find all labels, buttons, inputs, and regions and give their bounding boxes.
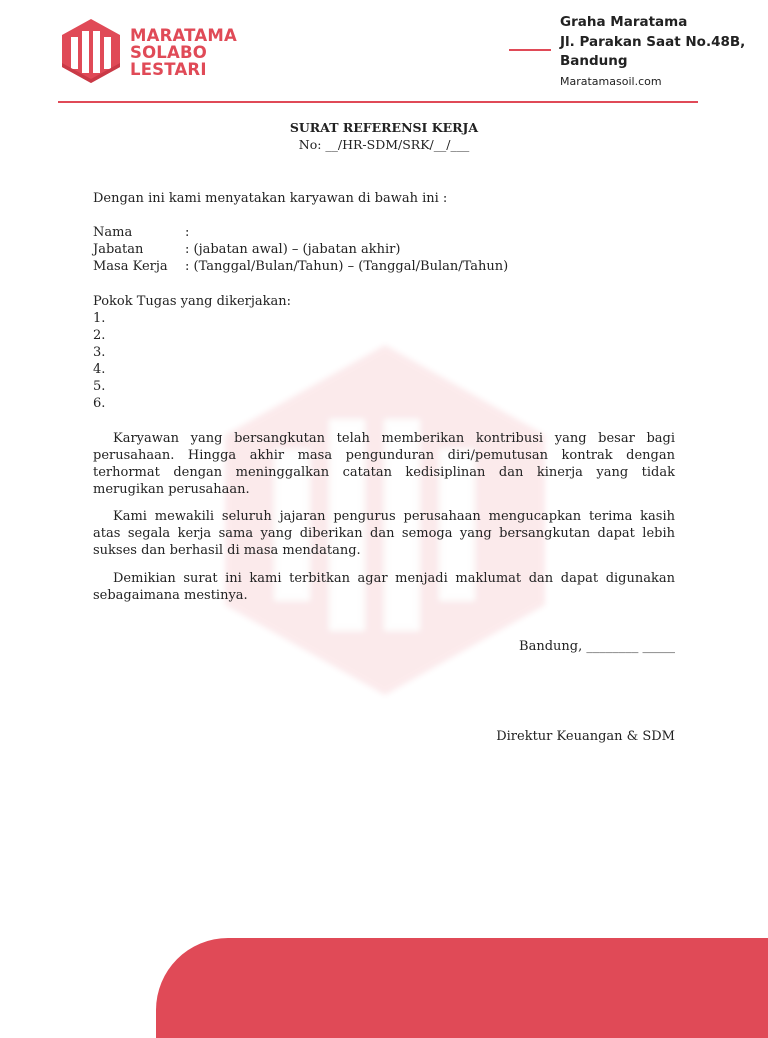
paragraph-contribution: Karyawan yang bersangkutan telah memberikan kontribusi yang besar bagi perusahaan. Hingga akhir masa pengunduran diri/pemutusan kontrak dengan terhormat dengan meninggalkan catatan kedisiplinan dan kinerja yang tidak merugikan perusahaan.: [93, 431, 675, 497]
list-item: 6.: [93, 396, 106, 411]
field-row-tenure: [93, 258, 675, 275]
field-value: : (Tanggal/Bulan/Tahun) – (Tanggal/Bulan/Tahun): [185, 259, 509, 274]
list-item: 4.: [93, 362, 106, 377]
list-item: 3.: [93, 345, 106, 360]
logo-line-3: LESTARI: [130, 60, 207, 79]
address-line-1: Graha Maratama: [560, 14, 688, 30]
logo-line-1: MARATAMA: [130, 26, 237, 45]
task-heading: Pokok Tugas yang dikerjakan:: [93, 294, 292, 309]
logo-line-2: SOLABO: [130, 43, 207, 62]
field-row-name: [93, 224, 675, 241]
field-value: :: [185, 225, 190, 240]
place-date: Bandung, ________ _____: [519, 639, 675, 654]
letter-number: No: __/HR-SDM/SRK/__/___: [298, 137, 470, 152]
task-list: [93, 293, 675, 412]
employee-fields: [93, 224, 675, 275]
company-address: [560, 13, 745, 90]
field-value: : (jabatan awal) – (jabatan akhir): [185, 242, 401, 257]
paragraph-thanks: Kami mewakili seluruh jajaran pengurus perusahaan mengucapkan terima kasih atas segala kerja sama yang diberikan dan semoga yang bersangkutan dapat lebih sukses dan berhasil di masa mendatang.: [93, 509, 675, 558]
field-label: Nama: [93, 225, 133, 240]
signer-title: Direktur Keuangan & SDM: [496, 729, 675, 744]
company-website: Maratamasoil.com: [560, 74, 662, 88]
list-item: 5.: [93, 379, 106, 394]
field-label: Jabatan: [93, 242, 144, 257]
paragraph-closing: Demikian surat ini kami terbitkan agar menjadi maklumat dan dapat digunakan sebagaimana mestinya.: [93, 571, 675, 603]
address-line-3: Bandung: [560, 53, 628, 69]
field-row-position: [93, 241, 675, 258]
address-accent-rule: [509, 49, 551, 51]
logo-wordmark: [130, 27, 237, 78]
letter-title: SURAT REFERENSI KERJA: [289, 120, 479, 135]
field-label: Masa Kerja: [93, 259, 168, 274]
logo-hexagon-icon: [58, 17, 124, 85]
list-item: 1.: [93, 311, 106, 326]
company-logo: [58, 17, 248, 85]
header-divider: [58, 101, 698, 103]
list-item: 2.: [93, 328, 106, 343]
address-line-2: Jl. Parakan Saat No.48B,: [560, 33, 746, 50]
intro-statement: Dengan ini kami menyatakan karyawan di bawah ini :: [93, 191, 448, 206]
footer-band: [156, 938, 768, 1038]
